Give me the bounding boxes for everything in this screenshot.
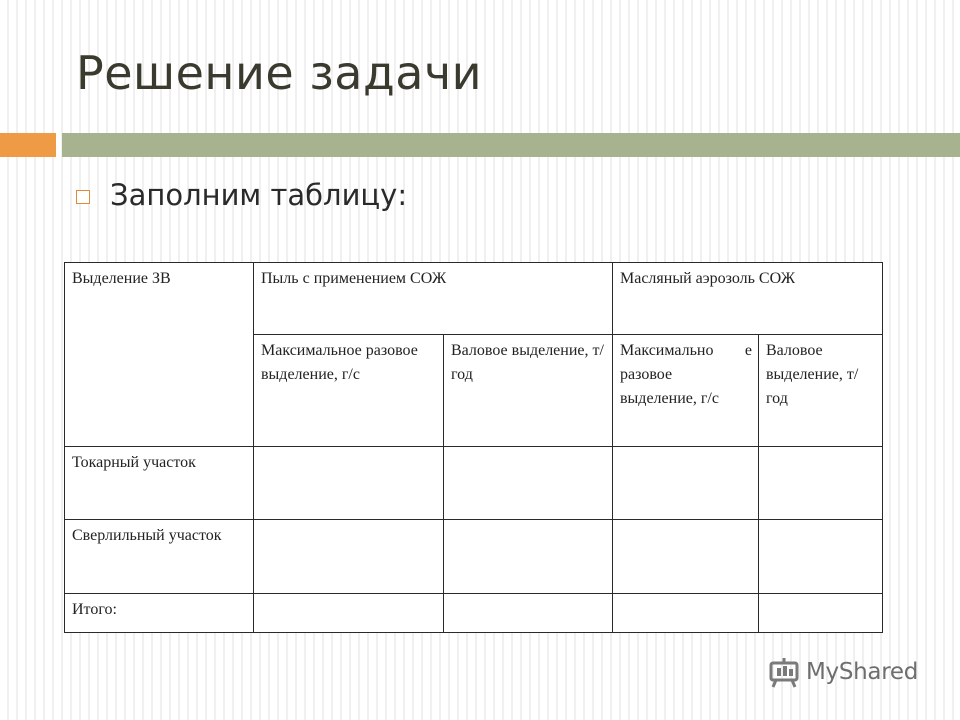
emissions-table [64, 262, 883, 633]
accent-bar-orange [0, 133, 56, 157]
row-label: Итого: [65, 594, 254, 633]
table-cell [254, 520, 444, 594]
subheader-gross-aerosol: Валовое выделение, т/год [759, 335, 883, 447]
table-cell [759, 447, 883, 520]
table-header-row [65, 263, 883, 335]
header-emission: Выделение ЗВ [65, 263, 254, 447]
watermark-text: MyShared [806, 659, 919, 685]
row-label: Сверлильный участок [65, 520, 254, 594]
table-cell [613, 520, 759, 594]
table-cell [444, 447, 613, 520]
square-bullet-icon [76, 190, 90, 204]
table-row [65, 520, 883, 594]
subheader-gross-dust: Валовое выделение, т/год [444, 335, 613, 447]
table-cell [444, 520, 613, 594]
watermark [768, 656, 918, 688]
table-cell [254, 447, 444, 520]
subheader-max-aerosol: Максимально е разовое выделение, г/с [613, 335, 759, 447]
subheader-max-dust: Максимальное разовое выделение, г/с [254, 335, 444, 447]
header-dust: Пыль с применением СОЖ [254, 263, 613, 335]
header-aerosol: Масляный аэрозоль СОЖ [613, 263, 883, 335]
table-cell [613, 447, 759, 520]
table-cell [444, 594, 613, 633]
table-cell [254, 594, 444, 633]
table-cell [759, 594, 883, 633]
accent-bar-green [62, 133, 960, 157]
table-row [65, 594, 883, 633]
bullet-text: Заполним таблицу: [110, 178, 408, 212]
myshared-logo-icon [768, 656, 802, 688]
table-cell [759, 520, 883, 594]
bullet-item [76, 178, 407, 212]
table-cell [613, 594, 759, 633]
table-row [65, 447, 883, 520]
row-label: Токарный участок [65, 447, 254, 520]
page-title: Решение задачи [76, 46, 483, 100]
